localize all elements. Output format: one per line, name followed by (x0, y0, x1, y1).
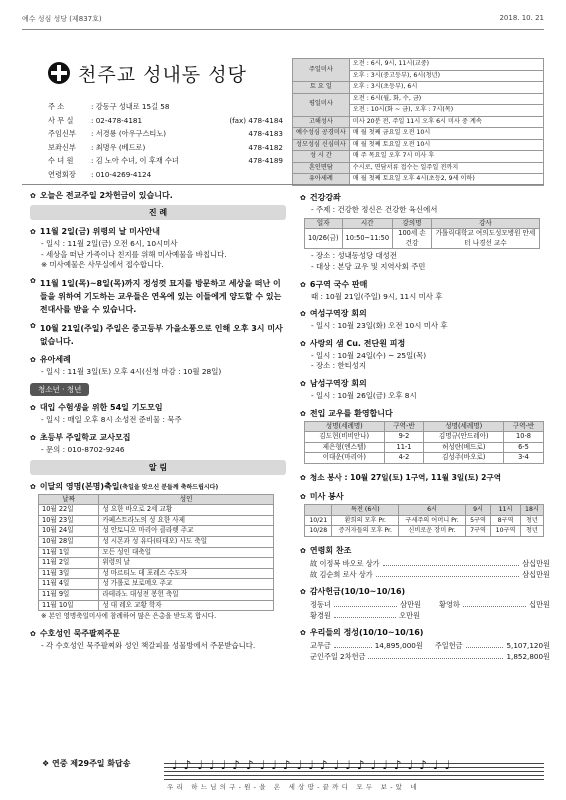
notice-line: - 일시 : 11월 2일(금) 오전 6시, 10시미사 (41, 239, 178, 248)
notice-title: ✿ 남성구역장 회의 (300, 378, 367, 388)
flower-bullet-icon: ✿ (300, 587, 306, 596)
notice-paragraph: ✿ 10월 21일(주일) 주일은 중고등부 가을소풍으로 인해 오후 3시 미사 없습니다. (30, 321, 283, 346)
notice-title: ✿ 미사 봉사 (300, 491, 344, 501)
psalm-lyrics: 우리 하느님의구-원-을 온 세상땅-끝까디 모두 보-았 네 (167, 783, 420, 791)
music-notes-icon: ♩♪♩♩♩♪♪♩♩♪♩♩♪♩♩♪♩♩♪♩♪♩♩ (172, 758, 457, 772)
notice-title: ✿ 전입 교우를 환영합니다 (300, 408, 393, 418)
church-cross-logo-icon (48, 62, 70, 84)
notice-line: - 대상 : 본당 교우 및 지역사회 주민 (311, 261, 426, 271)
notice-line: - 일시 : 10월 23일(화) 오전 10시 미사 후 (311, 321, 448, 331)
table-row: 11월 10일 성 대 레오 교황 학자 (39, 600, 274, 611)
table-row: 이대운(마리아) 4-2 김성주(바오로) 3-4 (305, 453, 544, 464)
cleaning-notice: ✿ 청소 봉사 : 10월 27일(토) 1구역, 11월 3일(토) 2구역 (300, 472, 502, 482)
flower-bullet-icon: ✿ (300, 628, 306, 637)
flower-bullet-icon: ✿ (30, 321, 36, 330)
offering-row: 군인주일 2차헌금 1,852,800원 (310, 651, 550, 661)
section-header-liturgy: 진 례 (30, 205, 286, 220)
schedule-row: 오후 : 3시(중고등부), 6시(청년) (293, 70, 544, 82)
flower-bullet-icon: ✿ (30, 482, 36, 491)
notice-line: - 각 수호성인 묵주팔찌와 성인 책갈피를 성물방에서 주문받습니다. (41, 640, 256, 650)
notice-line: - 장소 : 성내동성당 대성전 (311, 251, 397, 261)
bulletin-date: 2018. 10. 21 (499, 14, 544, 22)
mass-service-table: 특전 (6시) 6시 9시 11시 18시 10/21 환희의 모후 Pr. 구세주의 어머니 Pr. 5구역 8구역 청년 10/28 증거자들의 모후 Pr. 신비로운 장미 Pr. 7구역 10구역 청년 (304, 504, 544, 537)
notice-title: ✿ 우리들의 정성(10/10~10/16) (300, 627, 424, 637)
mass-schedule-table (292, 58, 544, 186)
header-rule (22, 184, 544, 185)
health-lecture-table: 일자 시간 강의명 강사 10/26(금) 10:50~11:50 100세 손건강 가톨릭대학교 여의도성모병원 안세터 나경선 교수 (304, 218, 540, 250)
thanks-row: 황경원 오만원 (310, 610, 420, 620)
notice-title: ✿ 사랑의 샘 Cu. 전단원 피정 (300, 338, 406, 348)
notice-paragraph: ✿ 11월 1일(목)~8일(목)까지 정성껏 묘지를 방문하고 세상을 떠난 이들을 위하여 기도하는 교우들은 연옥에 있는 이들에게 양도할 수 있는 전대사를 받을 수 있습니다. (30, 276, 282, 314)
table-row: 11월 3일 성 마르티노 데 포레스 수도자 (39, 568, 274, 579)
flower-bullet-icon: ✿ (300, 280, 306, 289)
flower-bullet-icon: ✿ (30, 433, 36, 442)
thanks-row: 정동녀 삼만원 황영하 십만원 (310, 599, 550, 609)
notice-line: - 주제 : 건강한 정신은 건강한 육신에서 (311, 205, 438, 214)
donation-row: 故 이정복 바오로 상가 삼십만원 (310, 558, 550, 568)
flower-bullet-icon: ✿ (30, 276, 36, 285)
top-bar (22, 14, 544, 28)
section-header-announcements: 알 림 (30, 460, 286, 475)
notice-title: ✿ 유아세례 (30, 354, 71, 364)
flower-bullet-icon: ✿ (300, 546, 306, 555)
table-row: 11월 1일 모든 성인 대축일 (39, 547, 274, 558)
notice-title: ✿ 수호성인 묵주팔찌주문 (30, 628, 120, 638)
table-row: 10/21 환희의 모후 Pr. 구세주의 어머니 Pr. 5구역 8구역 청년 (305, 515, 544, 526)
psalm-label: ❖ 연중 제29주일 화답송 (42, 759, 131, 768)
bulletin-issue: 예수 성심 성당 (제837호) (22, 15, 102, 23)
table-row: 김도현(비비안나) 9-2 김명규(안드레아) 10-8 (305, 432, 544, 443)
notice-line: - 문의 : 010-8702-9246 (41, 444, 125, 454)
notice-top: ✿ 오늘은 전교주일 2차헌금이 있습니다. (30, 191, 173, 200)
notice-title: ✿ 초등부 주일학교 교사모집 (30, 432, 131, 442)
offering-row: 교무금 14,895,000원 주일헌금 5,107,120원 (310, 640, 551, 650)
table-row: 10월 22일 성 요한 바오로 2세 교황 (39, 505, 274, 516)
schedule-row: 평일미사 오전 : 6시(월, 화, 수, 금) (293, 93, 544, 105)
notice-title: ✿ 6구역 국수 판매 (300, 279, 368, 289)
feast-note: ※ 본인 영명축일미사에 참례하여 많은 은총을 받도록 합시다. (41, 612, 217, 621)
contact-row: 사 무 실 : 02-478-4181 (fax) 478-4184 (48, 115, 283, 125)
flower-bullet-icon: ✿ (300, 194, 306, 202)
table-row: 11월 9일 라테라노 대성전 봉헌 축일 (39, 589, 274, 600)
flower-bullet-icon: ✿ (30, 228, 36, 236)
schedule-row: 토 요 일 오후 : 3시(초등부), 6시 (293, 82, 544, 94)
flower-bullet-icon: ✿ (300, 339, 306, 348)
schedule-row: 고해성사 미사 20분 전, 주일 11시 오후 6시 미사 중 계속 (293, 116, 544, 128)
contact-row: 주임신부 : 서경룡 (아우구스티노) 478-4183 (48, 129, 283, 139)
contact-row: 보좌신부 : 최명우 (베드로) 478-4182 (48, 142, 283, 152)
church-name: 천주교 성내동 성당 (78, 64, 247, 86)
flower-bullet-icon: ❖ (42, 759, 52, 768)
notice-title: ✿ 연령회 찬조 (300, 545, 352, 555)
notice-title: ✿ 감사헌금(10/10~10/16) (300, 586, 406, 596)
notice-line: - 일시 : 11월 3일(토) 오후 4시(신청 마감 : 10월 28일) (41, 366, 222, 376)
contact-info (48, 100, 283, 182)
notice-line: - 장소 : 한티성지 (311, 361, 367, 371)
table-row: 11월 4일 성 가롤로 보로메오 주교 (39, 579, 274, 590)
table-row: 10/28 증거자들의 모후 Pr. 신비로운 장미 Pr. 7구역 10구역 청년 (305, 526, 544, 537)
notice-title: ✿ 여성구역장 회의 (300, 309, 367, 319)
notice-line: - 일시 : 매일 오후 8시 소성전 준비물 : 묵주 (41, 415, 182, 425)
table-row: 제은형(엔스텔) 11-1 허성란(베드로) 6-5 (305, 442, 544, 453)
flower-bullet-icon: ✿ (30, 629, 36, 638)
contact-row: 수 녀 원 : 김 노아 수녀, 이 후재 수녀 478-4189 (48, 156, 283, 166)
schedule-row: 혼인면담 수시로, 면담서류 접수는 일주일 전까지 (293, 162, 544, 174)
right-column (300, 192, 550, 662)
contact-row: 주 소 : 강동구 성내로 15길 58 (48, 102, 170, 111)
notice-line: - 일시 : 10월 24일(수) ~ 25일(목) (311, 350, 427, 360)
notice-title: ✿ 대입 수험생을 위한 54일 기도모임 (30, 403, 163, 413)
feast-table: 날짜 성인 10월 22일 성 요한 바오로 2세 교황 10월 23일 카페스트라노의 성 요한 사제 10월 24일 성 안토니오 마리아 클라렛 주교 10월 28일 성 시몬과 성 유다(타대오) 사도 축일 11월 1일 모든 성인 대축일 11월 2일 위령의 날 11월 3일 성 마르티노 데 포레스 수도자 11월 4일 성 가롤로 보로메오 주교 11월 9일 라테라노 대성전 봉헌 축일 11월 10일 성 대 레오 교황 학자 (38, 494, 274, 612)
notice-line: ※ 미사예물은 사무실에서 접수합니다. (41, 260, 164, 270)
donation-row: 故 김순희 로사 상가 삼십만원 (310, 569, 550, 579)
table-row: 11월 2일 위령의 날 (39, 558, 274, 569)
flower-bullet-icon: ✿ (300, 473, 306, 482)
flower-bullet-icon: ✿ (30, 355, 36, 364)
flower-bullet-icon: ✿ (30, 404, 36, 413)
table-row: 10월 28일 성 시몬과 성 유다(타대오) 사도 축일 (39, 536, 274, 547)
left-column (30, 190, 286, 651)
schedule-row: 성 시 간 매 주 목요일 오후 7시 미사 후 (293, 151, 544, 163)
schedule-row: 오전 : 10시(화 ~ 금), 오후 : 7시(목) (293, 105, 544, 117)
flower-bullet-icon: ✿ (300, 379, 306, 388)
notice-title: ✿ 건강강좌 (300, 193, 341, 202)
contact-row: 연령회장 : 010-4269-4124 (48, 169, 152, 179)
schedule-row: 예수성심 공경미사 매 월 첫째 금요일 오전 10시 (293, 128, 544, 140)
table-row: 10월 24일 성 안토니오 마리아 클라렛 주교 (39, 526, 274, 537)
feast-title: ✿ 이달의 영명(본명)축일(축일을 맞으신 분들께 축하드립시다) (30, 481, 219, 491)
table-row: 10/26(금) 10:50~11:50 100세 손건강 가톨릭대학교 여의도성모병원 안세터 나경선 교수 (305, 229, 540, 249)
top-rule (22, 29, 544, 30)
psalm-response-bar (22, 758, 544, 794)
notice-title: ✿ 11월 2일(금) 위령의 날 미사안내 (30, 227, 161, 236)
flower-bullet-icon: ✿ (300, 492, 306, 501)
welcome-table: 성명(세례명) 구역-반 성명(세례명) 구역-반 김도현(비비안나) 9-2 김명규(안드레아) 10-8 제은형(엔스텔) 11-1 허성란(베드로) 6-5 이대운(마리아) 4-2 김성주(바오로) 3-4 (304, 421, 544, 464)
notice-line: - 일시 : 10월 26일(금) 오후 8시 (311, 390, 417, 400)
table-row: 10월 23일 카페스트라노의 성 요한 사제 (39, 515, 274, 526)
schedule-row: 유아세례 매 월 첫째 토요일 오후 4시(초등2, 9세 이하) (293, 174, 544, 186)
notice-line: - 세상을 떠난 가족이나 친지를 위해 미사예물을 바칩니다. (41, 249, 227, 259)
flower-bullet-icon: ✿ (300, 409, 306, 418)
flower-bullet-icon: ✿ (300, 310, 306, 319)
schedule-row: 성모성심 신심미사 매 월 첫째 토요일 오전 10시 (293, 139, 544, 151)
schedule-row: 주일미사 오전 : 6시, 9시, 11시(교중) (293, 59, 544, 71)
section-header-youth: 청소년 · 청년 (30, 383, 286, 396)
flower-bullet-icon: ✿ (30, 192, 36, 200)
notice-line: 때 : 10월 21일(주일) 9시, 11시 미사 후 (311, 291, 443, 301)
